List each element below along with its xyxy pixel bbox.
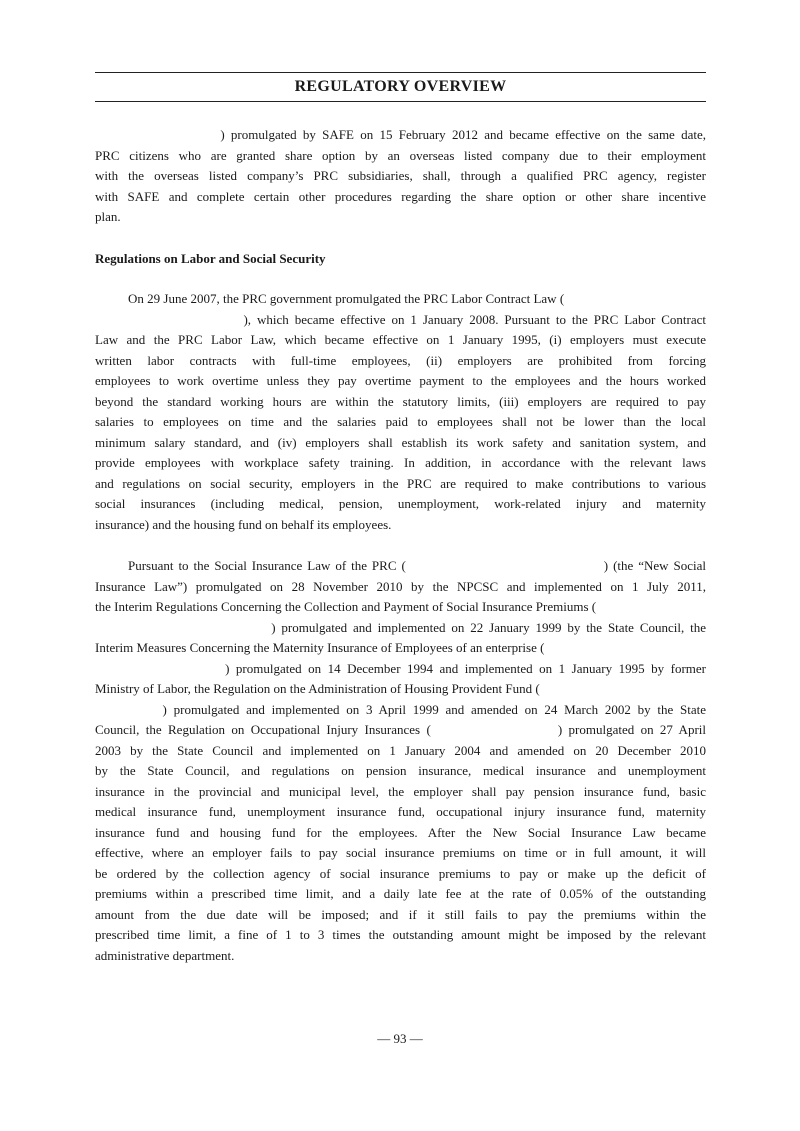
text-line: provide employees with workplace safety training. In addition, in accordance with the relevant laws [95,455,706,470]
text-line: Council, the Regulation on Occupational Injury Insurances ( ) promulgated on 27 April [95,722,706,737]
paragraph-labor-contract [95,289,706,535]
text-line: PRC citizens who are granted share option by an overseas listed company due to their employment [95,147,706,163]
text-line: insurance) and the housing fund on behalf its employees. [95,516,392,532]
text-line: Pursuant to the Social Insurance Law of the PRC ( ) (the “New Social [128,558,706,573]
text-line: beyond the standard working hours are within the statutory limits, (iii) employers are required to pay [95,393,706,409]
text-line: ) promulgated on 14 December 1994 and implemented on 1 January 1995 by former [95,660,706,676]
text-line: social insurances (including medical, pension, unemployment, work-related injury and maternity [95,496,706,511]
text-line: medical insurance fund, unemployment insurance fund, occupational injury insurance fund, maternity [95,804,706,819]
text-line: with the overseas listed company’s PRC subsidiaries, shall, through a qualified PRC agency, register [95,168,706,183]
text-line: insurance fund and housing fund for the employees. After the New Social Insurance Law became [95,824,706,840]
text-line: Ministry of Labor, the Regulation on the Administration of Housing Provident Fund ( [95,681,540,696]
text-line: premiums within a prescribed time limit, and a daily late fee at the rate of 0.05% of the outstanding [95,886,706,901]
text-line: plan. [95,209,121,224]
text-line: ) promulgated by SAFE on 15 February 2012 and became effective on the same date, [95,127,706,142]
text-line: be ordered by the collection agency of social insurance premiums to pay or make up the deficit of [95,865,706,881]
text-line: ), which became effective on 1 January 2008. Pursuant to the PRC Labor Contract [95,311,706,327]
text-line: minimum salary standard, and (iv) employers shall establish its work safety and sanitation system, and [95,434,706,450]
text-line: 2003 by the State Council and implemented on 1 January 2004 and amended on 20 December 2010 [95,742,706,758]
page-header-title: REGULATORY OVERVIEW [294,78,507,95]
header-bottom-rule [95,101,706,102]
text-line: ) promulgated and implemented on 22 January 1999 by the State Council, the [95,619,706,635]
page-number: — 93 — [377,1031,423,1046]
text-line: written labor contracts with full-time employees, (ii) employers are prohibited from forcing [95,352,706,368]
text-line: insurance in the provincial and municipal level, the employer shall pay pension insurance fund, basic [95,783,706,799]
section-heading: Regulations on Labor and Social Security [95,251,326,266]
text-line: administrative department. [95,947,235,963]
intro-paragraph [95,125,706,228]
text-line: and regulations on social security, employers in the PRC are required to make contributions to various [95,475,706,491]
text-line: effective, where an employer fails to pay social insurance premiums on time or in full amount, it will [95,845,706,860]
text-line: Interim Measures Concerning the Maternity Insurance of Employees of an enterprise ( [95,640,545,655]
text-line: Insurance Law”) promulgated on 28 November 2010 by the NPCSC and implemented on 1 July 2011, [95,578,706,594]
text-line: employees to work overtime unless they pay overtime payment to the employees and the hours worked [95,373,706,388]
text-line: by the State Council, and regulations on pension insurance, medical insurance and unemployment [95,763,706,778]
paragraph-social-insurance [95,556,706,966]
text-line: the Interim Regulations Concerning the Collection and Payment of Social Insurance Premiums ( [95,599,597,614]
text-line: Law and the PRC Labor Law, which became effective on 1 January 1995, (i) employers must execute [95,332,706,347]
header-top-rule [95,72,706,73]
text-line: salaries to employees on time and the salaries paid to employees shall not be lower than the local [95,414,706,429]
text-line: amount from the due date will be imposed; and if it still fails to pay the premiums within the [95,906,706,922]
text-line: with SAFE and complete certain other procedures regarding the share option or other share incentive [95,188,706,204]
text-line: prescribed time limit, a fine of 1 to 3 times the outstanding amount might be imposed by the relevant [95,927,706,942]
text-line: On 29 June 2007, the PRC government promulgated the PRC Labor Contract Law ( [128,291,565,306]
text-line: ) promulgated and implemented on 3 April 1999 and amended on 24 March 2002 by the State [95,701,706,717]
